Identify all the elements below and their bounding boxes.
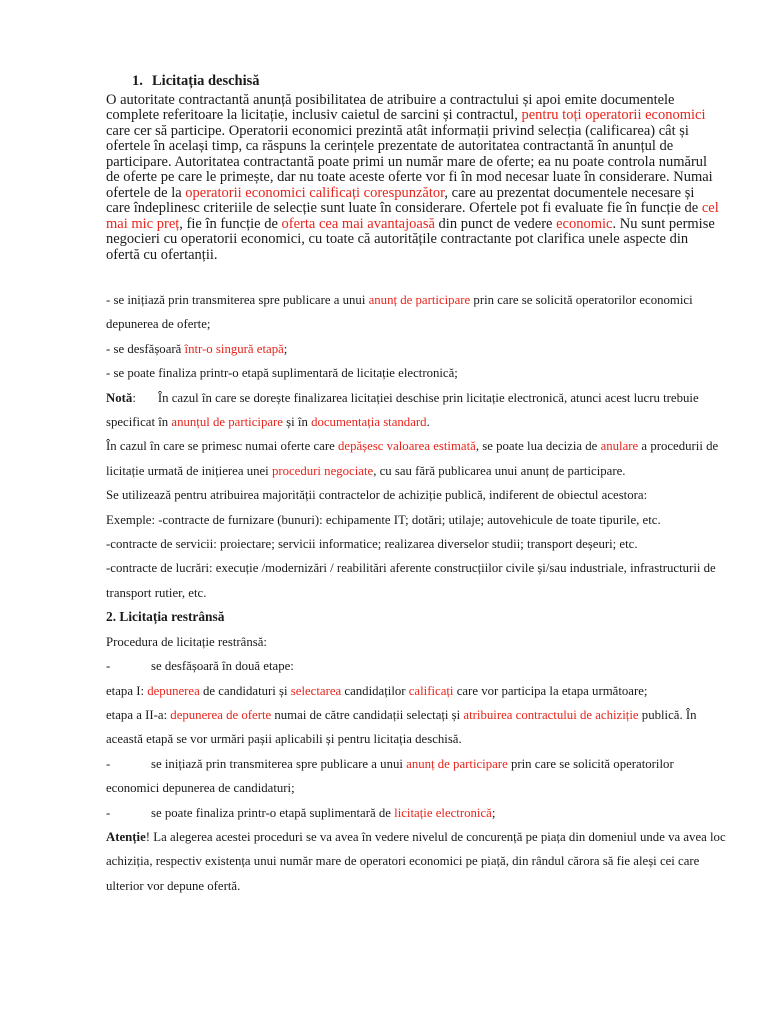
list-item-doua-etape: - se desfășoară în două etape: [106, 659, 294, 674]
highlight-economic: economic [556, 215, 613, 232]
nota-label: Notă [106, 390, 133, 405]
highlight-toti-operatorii: pentru toți operatorii economici [521, 107, 706, 124]
highlight-licitatie-electronica: licitație electronică [394, 805, 492, 820]
section-1-number: 1. [132, 73, 143, 89]
paragraph-procedura: Procedura de licitație restrânsă: [106, 634, 267, 649]
document-body [106, 288, 726, 898]
paragraph-etapa: - se desfășoară într-o singură etapă; [106, 341, 288, 356]
highlight-singura-etapa: într-o singură etapă [184, 341, 284, 356]
paragraph-utilizeaza: Se utilizează pentru atribuirea majorității contractelor de achiziție publică, indiferent de obiectul acestora: [106, 488, 648, 503]
highlight-oferta-avantajoasa: oferta cea mai avantajoasă [281, 215, 435, 232]
highlight-depunerea: depunerea [147, 683, 200, 698]
highlight-anulare: anulare [600, 439, 639, 454]
paragraph-atentie: Atenție! La alegerea acestei proceduri se va avea în vedere nivelul de concurență pe piața din domeniul unde va avea loc achiziția, respectiv existența unui număr mare de operatori economici pe piață, din rândul cărora să fie aleși cei care ulterior vor depune ofertă. [106, 829, 726, 893]
highlight-proceduri-negociate: proceduri negociate [271, 463, 374, 478]
highlight-operatori-calificati: operatorii economici calificați corespunzător [185, 184, 445, 201]
paragraph-anunt: - se inițiază prin transmiterea spre publicare a unui anunț de participare prin care se solicită operatorilor economici depunerea de oferte; [106, 293, 693, 332]
paragraph-finaliza: - se poate finaliza printr-o etapă suplimentară de licitație electronică; [106, 366, 458, 381]
highlight-anunt-participare: anunț de participare [368, 293, 471, 307]
section-1-title: Licitația deschisă [152, 73, 260, 89]
paragraph-exemple: Exemple: -contracte de furnizare (bunuri): echipamente IT; dotări; utilaje; autovehicule de toate tipurile, etc. [106, 512, 661, 527]
highlight-calificati: calificați [408, 683, 454, 698]
paragraph-etapa-2: etapa a II-a: depunerea de oferte numai de către candidații selectați și atribuirea contractului de achiziție publică. În această etapă se vor urmări pașii aplicabili și pentru licitația deschisă. [106, 707, 697, 747]
list-item-initiaza: - se inițiază prin transmiterea spre publicare a unui anunț de participare prin care se solicită operatorilor economici depunerea de candidaturi; [106, 756, 674, 796]
section-2-heading: 2. Licitația restrânsă [106, 609, 225, 625]
paragraph-servicii: -contracte de servicii: proiectare; servicii informatice; realizarea diverselor studii; transport deșeuri; etc. [106, 537, 638, 552]
section-1-heading [132, 72, 260, 90]
highlight-anuntul-participare: anunțul de participare [171, 415, 283, 430]
highlight-depunerea-ofertelor: depunerea de oferte [170, 707, 272, 722]
intro-paragraph: O autoritate contractantă anunță posibilitatea de atribuire a contractului și apoi emite documentele complete referitoare la licitație, inclusiv caietul de sarcini și contractul, pentru toți operatorii economici care cer să participe. Operatorii economici prezintă atât informații privind selecția (calificarea) cât și ofertele în același timp, ca răspuns la cerințele prezentate de autoritatea contractantă în anunțul de participare. Autoritatea contractantă poate primi un număr mare de oferte; ea nu poate controla numărul de oferte pe care le primește, dar nu toate aceste oferte vor fi în mod necesar luate în considerare. Numai ofertele de la operatorii economici calificați corespunzător, care au prezentat documentele necesare și care îndeplinesc criteriile de selecție sunt luate în considerare. Ofertele pot fi evaluate fie în funcție de cel mai mic preț, fie în funcție de oferta cea mai avantajoasă din punct de vedere economic. Nu sunt permise negocieri cu operatorii economici, cu toate că autoritățile contractante pot clarifica unele aspecte din ofertă cu ofertanții. [106, 92, 719, 263]
paragraph-lucrari: -contracte de lucrări: execuție /modernizări / reabilitări aferente construcțiilor civile și/sau industriale, infrastructurii de transport rutier, etc. [106, 561, 716, 600]
paragraph-etapa-1: etapa I: depunerea de candidaturi și selectarea candidaților calificați care vor participa la etapa următoare; [106, 683, 648, 698]
highlight-cel-mai-mic-pret: cel mai mic preț [106, 200, 719, 232]
atentie-label: Atenție [106, 829, 146, 844]
paragraph-nota: Notă: În cazul în care se dorește finalizarea licitației deschise prin licitație electronică, atunci acest lucru trebuie specificat în anunțul de participare și în documentația standard. [106, 390, 699, 430]
highlight-depasesc-valoarea: depășesc valoarea estimată [338, 439, 476, 454]
paragraph-cazul: În cazul în care se primesc numai oferte care depășesc valoarea estimată, se poate lua decizia de anulare a procedurii de licitație urmată de inițierea unei proceduri negociate, cu sau fără publicarea unui anunț de participare. [106, 439, 719, 478]
highlight-atribuirea-contractului: atribuirea contractului de achiziție [463, 707, 639, 722]
highlight-documentatia-standard: documentația standard [311, 415, 427, 430]
highlight-selectarea: selectarea [290, 683, 342, 698]
highlight-anunt-participare-2: anunț de participare [406, 756, 508, 771]
list-item-finaliza: - se poate finaliza printr-o etapă suplimentară de licitație electronică; [106, 805, 496, 820]
